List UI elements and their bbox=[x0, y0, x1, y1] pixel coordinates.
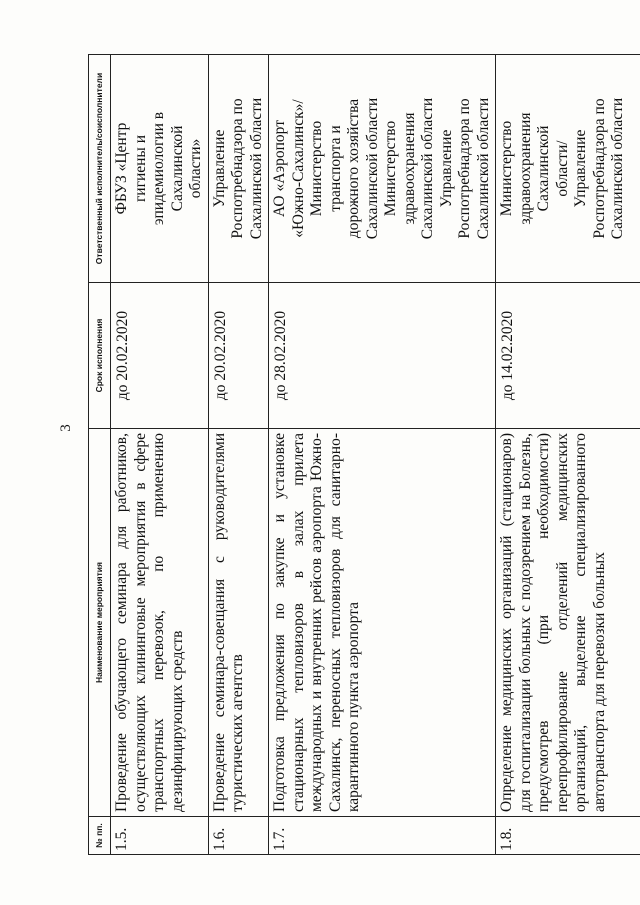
table-row bbox=[269, 55, 496, 855]
task-cell: Определение медицинских организаций (стационаров) для госпитализации больных с подозрением на Болезнь, предусмотрев (при необходимости) перепрофилирование отделений медицинских организаций, выделение специализированного автотранспорта для перевозки больных bbox=[496, 429, 640, 817]
responsible-line: «Южно-Сахалинск»/ bbox=[289, 99, 307, 238]
events-table bbox=[88, 54, 640, 855]
responsible-line: эпидемиологии в bbox=[150, 111, 167, 226]
responsible-line: Управление bbox=[210, 129, 228, 208]
header-num: № пп. bbox=[89, 817, 111, 855]
deadline-cell: до 20.02.2020 bbox=[111, 283, 209, 429]
responsible-line: Сахалинской области bbox=[474, 97, 492, 240]
responsible-line: Министерство bbox=[308, 120, 325, 217]
table-row bbox=[111, 55, 209, 855]
deadline-cell: до 28.02.2020 bbox=[269, 283, 496, 429]
responsible-line: области/ bbox=[553, 140, 571, 197]
task-cell: Проведение обучающего семинара для работников, осуществляющих клининговые мероприятия в сфере транспортных перевозок, по применению дезинфицирующих средств bbox=[111, 429, 209, 817]
table-row bbox=[496, 55, 640, 855]
header-responsible: Ответственный исполнитель/соисполнители bbox=[89, 55, 111, 283]
responsible-line: гигиены и bbox=[131, 134, 149, 203]
responsible-cell bbox=[208, 55, 269, 283]
responsible-line: здравоохранения bbox=[400, 112, 418, 225]
responsible-line: Сахалинской bbox=[168, 125, 186, 212]
row-number: 1.8. bbox=[496, 817, 640, 855]
responsible-line: Министерство bbox=[382, 120, 399, 217]
deadline-cell: до 14.02.2020 bbox=[496, 283, 640, 429]
task-cell: Проведение семинара-совещания с руководителями туристических агентств bbox=[208, 429, 269, 817]
responsible-line: транспорта и bbox=[326, 125, 344, 212]
responsible-line: Сахалинской области bbox=[247, 97, 265, 240]
responsible-cell bbox=[111, 55, 209, 283]
responsible-line: Роспотребнадзора по bbox=[229, 98, 246, 239]
page-number: 3 bbox=[58, 424, 74, 432]
rotated-table-container bbox=[88, 55, 626, 855]
responsible-cell bbox=[269, 55, 496, 283]
responsible-line: Сахалинской области bbox=[609, 97, 626, 240]
responsible-line: Роспотребнадзора по bbox=[590, 98, 608, 239]
row-number: 1.7. bbox=[269, 817, 496, 855]
responsible-line: АО «Аэропорт bbox=[271, 120, 288, 217]
responsible-line: Управление bbox=[437, 129, 455, 208]
responsible-line: Сахалинской области bbox=[363, 97, 381, 240]
row-number: 1.6. bbox=[208, 817, 269, 855]
table-row bbox=[208, 55, 269, 855]
deadline-cell: до 20.02.2020 bbox=[208, 283, 269, 429]
responsible-line: здравоохранения bbox=[516, 112, 534, 225]
task-cell: Подготовка предложения по закупке и установке стационарных тепловизоров в залах прилета международных и внутренних рейсов аэропорта Южно-Сахалинск, переносных тепловизоров для санитарно-карантинного пункта аэропорта bbox=[269, 429, 496, 817]
responsible-line: Сахалинской области bbox=[419, 97, 436, 240]
responsible-line: Сахалинской bbox=[535, 125, 552, 212]
responsible-line: Министерство bbox=[498, 120, 515, 217]
header-deadline: Срок исполнения bbox=[89, 283, 111, 429]
table-header-row bbox=[89, 55, 111, 855]
header-task: Наименование мероприятия bbox=[89, 429, 111, 817]
row-number: 1.5. bbox=[111, 817, 209, 855]
responsible-line: дорожного хозяйства bbox=[345, 98, 362, 239]
responsible-cell bbox=[496, 55, 640, 283]
responsible-line: ФБУЗ «Центр bbox=[113, 122, 130, 215]
responsible-line: области» bbox=[187, 138, 204, 199]
responsible-line: Роспотребнадзора по bbox=[456, 98, 473, 239]
responsible-line: Управление bbox=[572, 129, 589, 208]
